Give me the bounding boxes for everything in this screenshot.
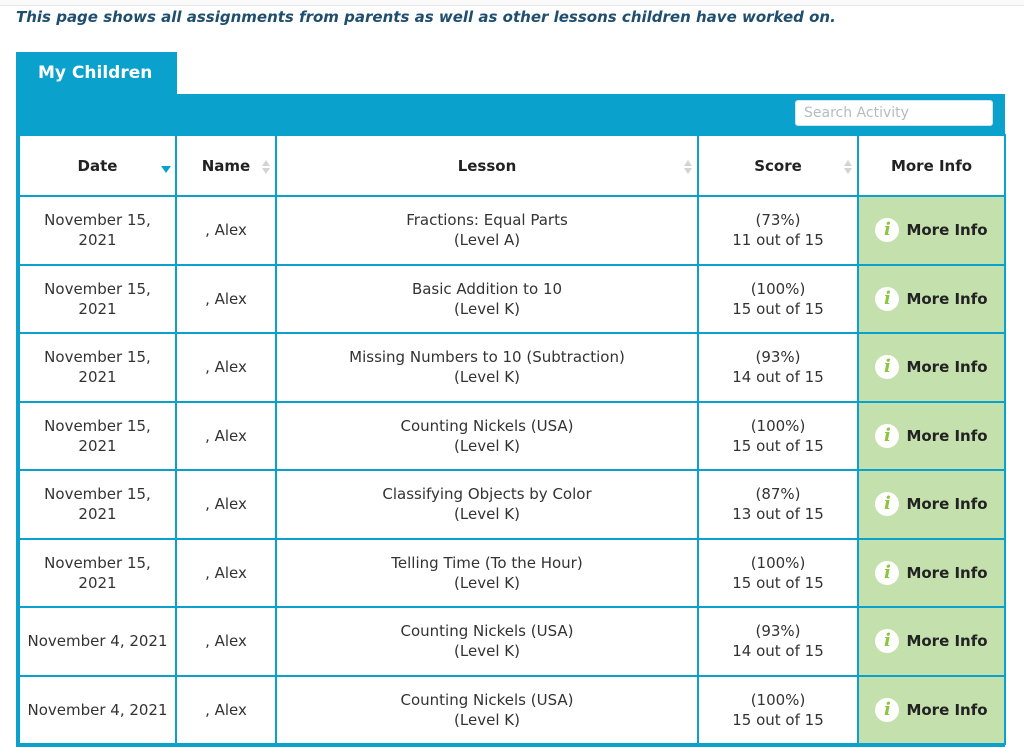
lesson-title: Counting Nickels (USA) bbox=[400, 416, 574, 435]
cell-date bbox=[19, 607, 176, 676]
cell-date bbox=[19, 333, 176, 402]
column-header-label: Score bbox=[754, 156, 802, 175]
more-info-button[interactable] bbox=[858, 402, 1005, 471]
cell-date bbox=[19, 676, 176, 745]
cell-name: , Alex bbox=[176, 402, 276, 471]
score-percent: (73%) bbox=[755, 211, 801, 230]
cell-date bbox=[19, 196, 176, 265]
cell-lesson bbox=[276, 196, 698, 265]
score-count: 15 out of 15 bbox=[732, 573, 824, 592]
date-line: 2021 bbox=[78, 299, 117, 318]
more-info-label: More Info bbox=[906, 426, 988, 445]
more-info-button[interactable] bbox=[858, 607, 1005, 676]
lesson-level: (Level K) bbox=[454, 436, 520, 455]
cell-score bbox=[698, 333, 858, 402]
more-info-button[interactable] bbox=[858, 333, 1005, 402]
cell-date bbox=[19, 402, 176, 471]
info-icon: i bbox=[875, 355, 899, 379]
cell-name: , Alex bbox=[176, 265, 276, 334]
score-percent: (93%) bbox=[755, 622, 801, 641]
cell-date bbox=[19, 539, 176, 608]
cell-lesson bbox=[276, 402, 698, 471]
lesson-title: Telling Time (To the Hour) bbox=[391, 553, 583, 572]
score-percent: (100%) bbox=[750, 279, 806, 298]
score-count: 11 out of 15 bbox=[732, 231, 824, 250]
cell-score bbox=[698, 539, 858, 608]
cell-name: , Alex bbox=[176, 470, 276, 539]
lesson-level: (Level K) bbox=[454, 573, 520, 592]
table-row bbox=[19, 402, 1005, 471]
score-count: 15 out of 15 bbox=[732, 436, 824, 455]
cell-name: , Alex bbox=[176, 196, 276, 265]
more-info-button[interactable] bbox=[858, 676, 1005, 745]
more-info-label: More Info bbox=[906, 358, 988, 377]
column-header-score[interactable] bbox=[698, 135, 858, 196]
table-row bbox=[19, 539, 1005, 608]
lesson-level: (Level K) bbox=[454, 710, 520, 729]
score-percent: (100%) bbox=[750, 416, 806, 435]
cell-lesson bbox=[276, 676, 698, 745]
cell-score bbox=[698, 402, 858, 471]
cell-name: , Alex bbox=[176, 676, 276, 745]
tab-my-children[interactable] bbox=[16, 52, 177, 96]
info-icon: i bbox=[875, 287, 899, 311]
score-count: 15 out of 15 bbox=[732, 710, 824, 729]
date-line: November 4, 2021 bbox=[27, 632, 168, 651]
cell-lesson bbox=[276, 470, 698, 539]
more-info-label: More Info bbox=[906, 289, 988, 308]
date-line: November 15, bbox=[44, 348, 151, 367]
lesson-title: Counting Nickels (USA) bbox=[400, 690, 574, 709]
lesson-title: Classifying Objects by Color bbox=[382, 485, 592, 504]
more-info-button[interactable] bbox=[858, 539, 1005, 608]
more-info-label: More Info bbox=[906, 632, 988, 651]
lesson-title: Fractions: Equal Parts bbox=[406, 211, 568, 230]
date-line: 2021 bbox=[78, 436, 117, 455]
info-icon: i bbox=[875, 218, 899, 242]
cell-name: , Alex bbox=[176, 607, 276, 676]
date-line: November 4, 2021 bbox=[27, 700, 168, 719]
date-line: November 15, bbox=[44, 416, 151, 435]
activity-table bbox=[18, 134, 1006, 745]
cell-lesson bbox=[276, 265, 698, 334]
date-line: 2021 bbox=[78, 231, 117, 250]
lesson-level: (Level K) bbox=[454, 368, 520, 387]
date-line: November 15, bbox=[44, 279, 151, 298]
lesson-level: (Level A) bbox=[453, 231, 521, 250]
cell-lesson bbox=[276, 607, 698, 676]
lesson-title: Basic Addition to 10 bbox=[411, 279, 563, 298]
date-line: 2021 bbox=[78, 573, 117, 592]
date-line: 2021 bbox=[78, 368, 117, 387]
lesson-level: (Level K) bbox=[454, 299, 520, 318]
cell-lesson bbox=[276, 539, 698, 608]
top-divider bbox=[0, 0, 1024, 6]
tab-label: My Children bbox=[38, 63, 153, 83]
column-header-label: Name bbox=[201, 156, 251, 175]
date-line: 2021 bbox=[78, 505, 117, 524]
column-header-label: Date bbox=[77, 156, 118, 175]
more-info-label: More Info bbox=[906, 495, 988, 514]
cell-lesson bbox=[276, 333, 698, 402]
column-header-label: Lesson bbox=[457, 156, 517, 175]
table-row bbox=[19, 470, 1005, 539]
cell-name: , Alex bbox=[176, 333, 276, 402]
column-header-more-info bbox=[858, 135, 1005, 196]
cell-score bbox=[698, 676, 858, 745]
cell-score bbox=[698, 470, 858, 539]
more-info-button[interactable] bbox=[858, 196, 1005, 265]
info-icon: i bbox=[875, 492, 899, 516]
table-header-row bbox=[19, 135, 1005, 196]
table-row bbox=[19, 196, 1005, 265]
cell-score bbox=[698, 265, 858, 334]
search-activity-input[interactable] bbox=[795, 100, 993, 126]
lesson-title: Counting Nickels (USA) bbox=[400, 622, 574, 641]
column-header-name[interactable] bbox=[176, 135, 276, 196]
column-header-lesson[interactable] bbox=[276, 135, 698, 196]
sort-icon bbox=[262, 160, 270, 174]
sort-icon bbox=[844, 160, 852, 174]
score-percent: (100%) bbox=[750, 690, 806, 709]
more-info-label: More Info bbox=[906, 563, 988, 582]
score-percent: (100%) bbox=[750, 553, 806, 572]
cell-date bbox=[19, 265, 176, 334]
intro-text: This page shows all assignments from parents as well as other lessons children have worked on. bbox=[16, 8, 836, 26]
date-line: November 15, bbox=[44, 485, 151, 504]
lesson-level: (Level K) bbox=[454, 642, 520, 661]
score-count: 14 out of 15 bbox=[732, 368, 824, 387]
table-row bbox=[19, 265, 1005, 334]
score-count: 14 out of 15 bbox=[732, 642, 824, 661]
more-info-label: More Info bbox=[906, 221, 988, 240]
column-header-date[interactable] bbox=[19, 135, 176, 196]
date-line: November 15, bbox=[44, 211, 151, 230]
activity-panel bbox=[16, 94, 1005, 747]
score-percent: (93%) bbox=[755, 348, 801, 367]
info-icon: i bbox=[875, 561, 899, 585]
info-icon: i bbox=[875, 424, 899, 448]
table-row bbox=[19, 676, 1005, 745]
cell-score bbox=[698, 196, 858, 265]
cell-score bbox=[698, 607, 858, 676]
table-row bbox=[19, 333, 1005, 402]
cell-date bbox=[19, 470, 176, 539]
score-percent: (87%) bbox=[755, 485, 801, 504]
column-header-label: More Info bbox=[890, 156, 973, 175]
info-icon: i bbox=[875, 698, 899, 722]
cell-name: , Alex bbox=[176, 539, 276, 608]
more-info-button[interactable] bbox=[858, 265, 1005, 334]
date-line: November 15, bbox=[44, 553, 151, 572]
score-count: 15 out of 15 bbox=[732, 299, 824, 318]
info-icon: i bbox=[875, 629, 899, 653]
more-info-button[interactable] bbox=[858, 470, 1005, 539]
lesson-level: (Level K) bbox=[454, 505, 520, 524]
lesson-title: Missing Numbers to 10 (Subtraction) bbox=[349, 348, 625, 367]
score-count: 13 out of 15 bbox=[732, 505, 824, 524]
sort-descending-icon bbox=[161, 166, 171, 173]
table-row bbox=[19, 607, 1005, 676]
more-info-label: More Info bbox=[906, 700, 988, 719]
sort-icon bbox=[684, 160, 692, 174]
